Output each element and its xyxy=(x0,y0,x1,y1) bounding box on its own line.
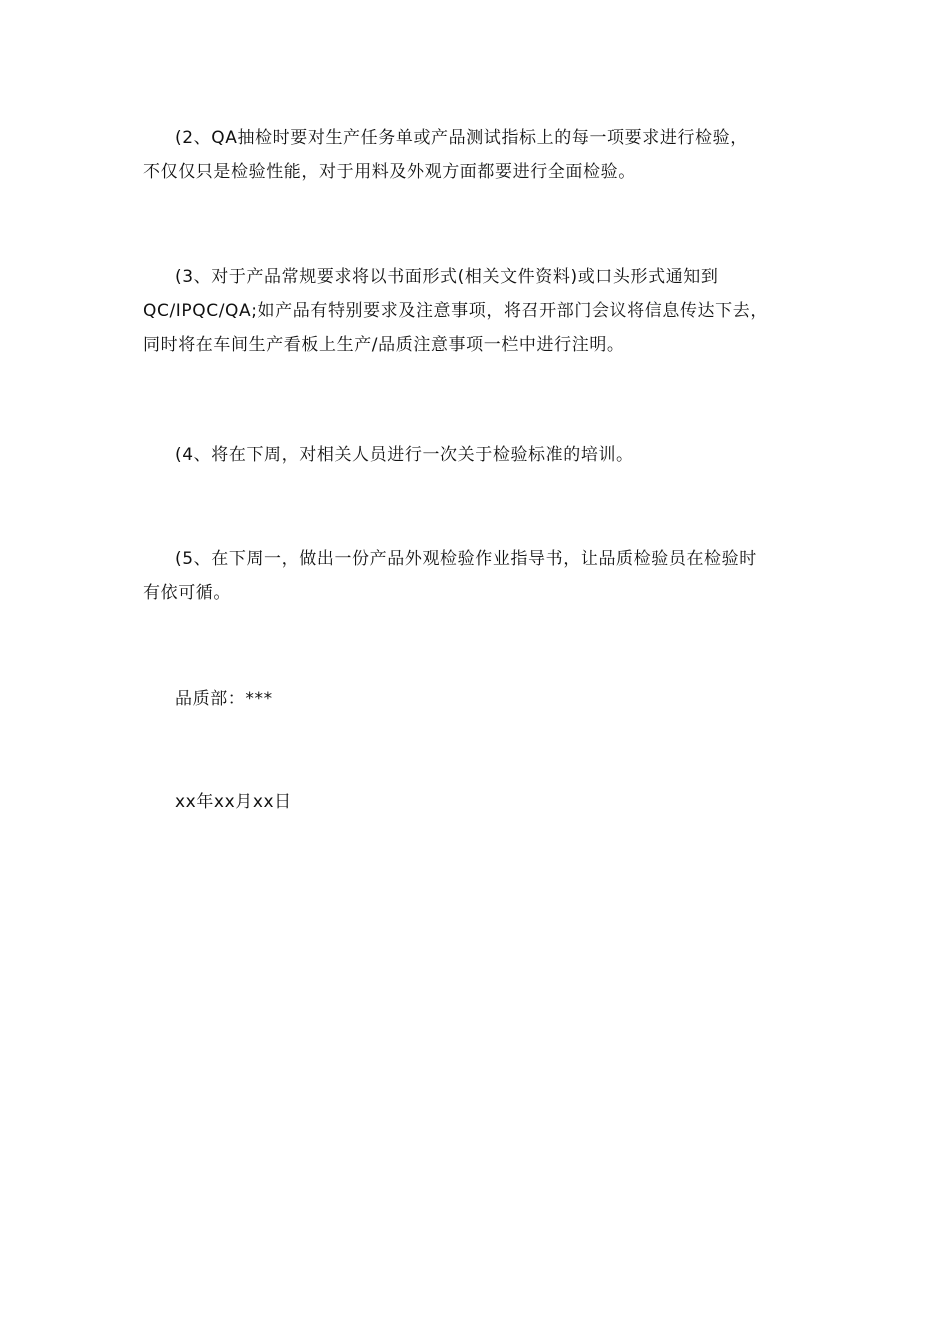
paragraph-line: (4、将在下周，对相关人员进行一次关于检验标准的培训。 xyxy=(175,445,634,465)
paragraph-item-3 xyxy=(143,260,813,362)
paragraph-line: (2、QA抽检时要对生产任务单或产品测试指标上的每一项要求进行检验， xyxy=(175,128,748,148)
document-date: xx年xx月xx日 xyxy=(175,792,292,812)
paragraph-line: 有依可循。 xyxy=(143,583,231,603)
paragraph-line: (5、在下周一，做出一份产品外观检验作业指导书，让品质检验员在检验时 xyxy=(175,549,757,569)
paragraph-item-5 xyxy=(143,542,813,610)
paragraph-line: 同时将在车间生产看板上生产/品质注意事项一栏中进行注明。 xyxy=(143,335,625,355)
signature-block xyxy=(143,682,813,716)
paragraph-item-4 xyxy=(143,438,813,472)
date-block xyxy=(143,785,813,819)
paragraph-line: 不仅仅只是检验性能，对于用料及外观方面都要进行全面检验。 xyxy=(143,162,636,182)
paragraph-line: QC/IPQC/QA;如产品有特别要求及注意事项，将召开部门会议将信息传达下去， xyxy=(143,301,768,321)
paragraph-line: (3、对于产品常规要求将以书面形式(相关文件资料)或口头形式通知到 xyxy=(175,267,719,287)
department-signature: 品质部：*** xyxy=(175,689,273,709)
paragraph-item-2 xyxy=(143,121,813,189)
